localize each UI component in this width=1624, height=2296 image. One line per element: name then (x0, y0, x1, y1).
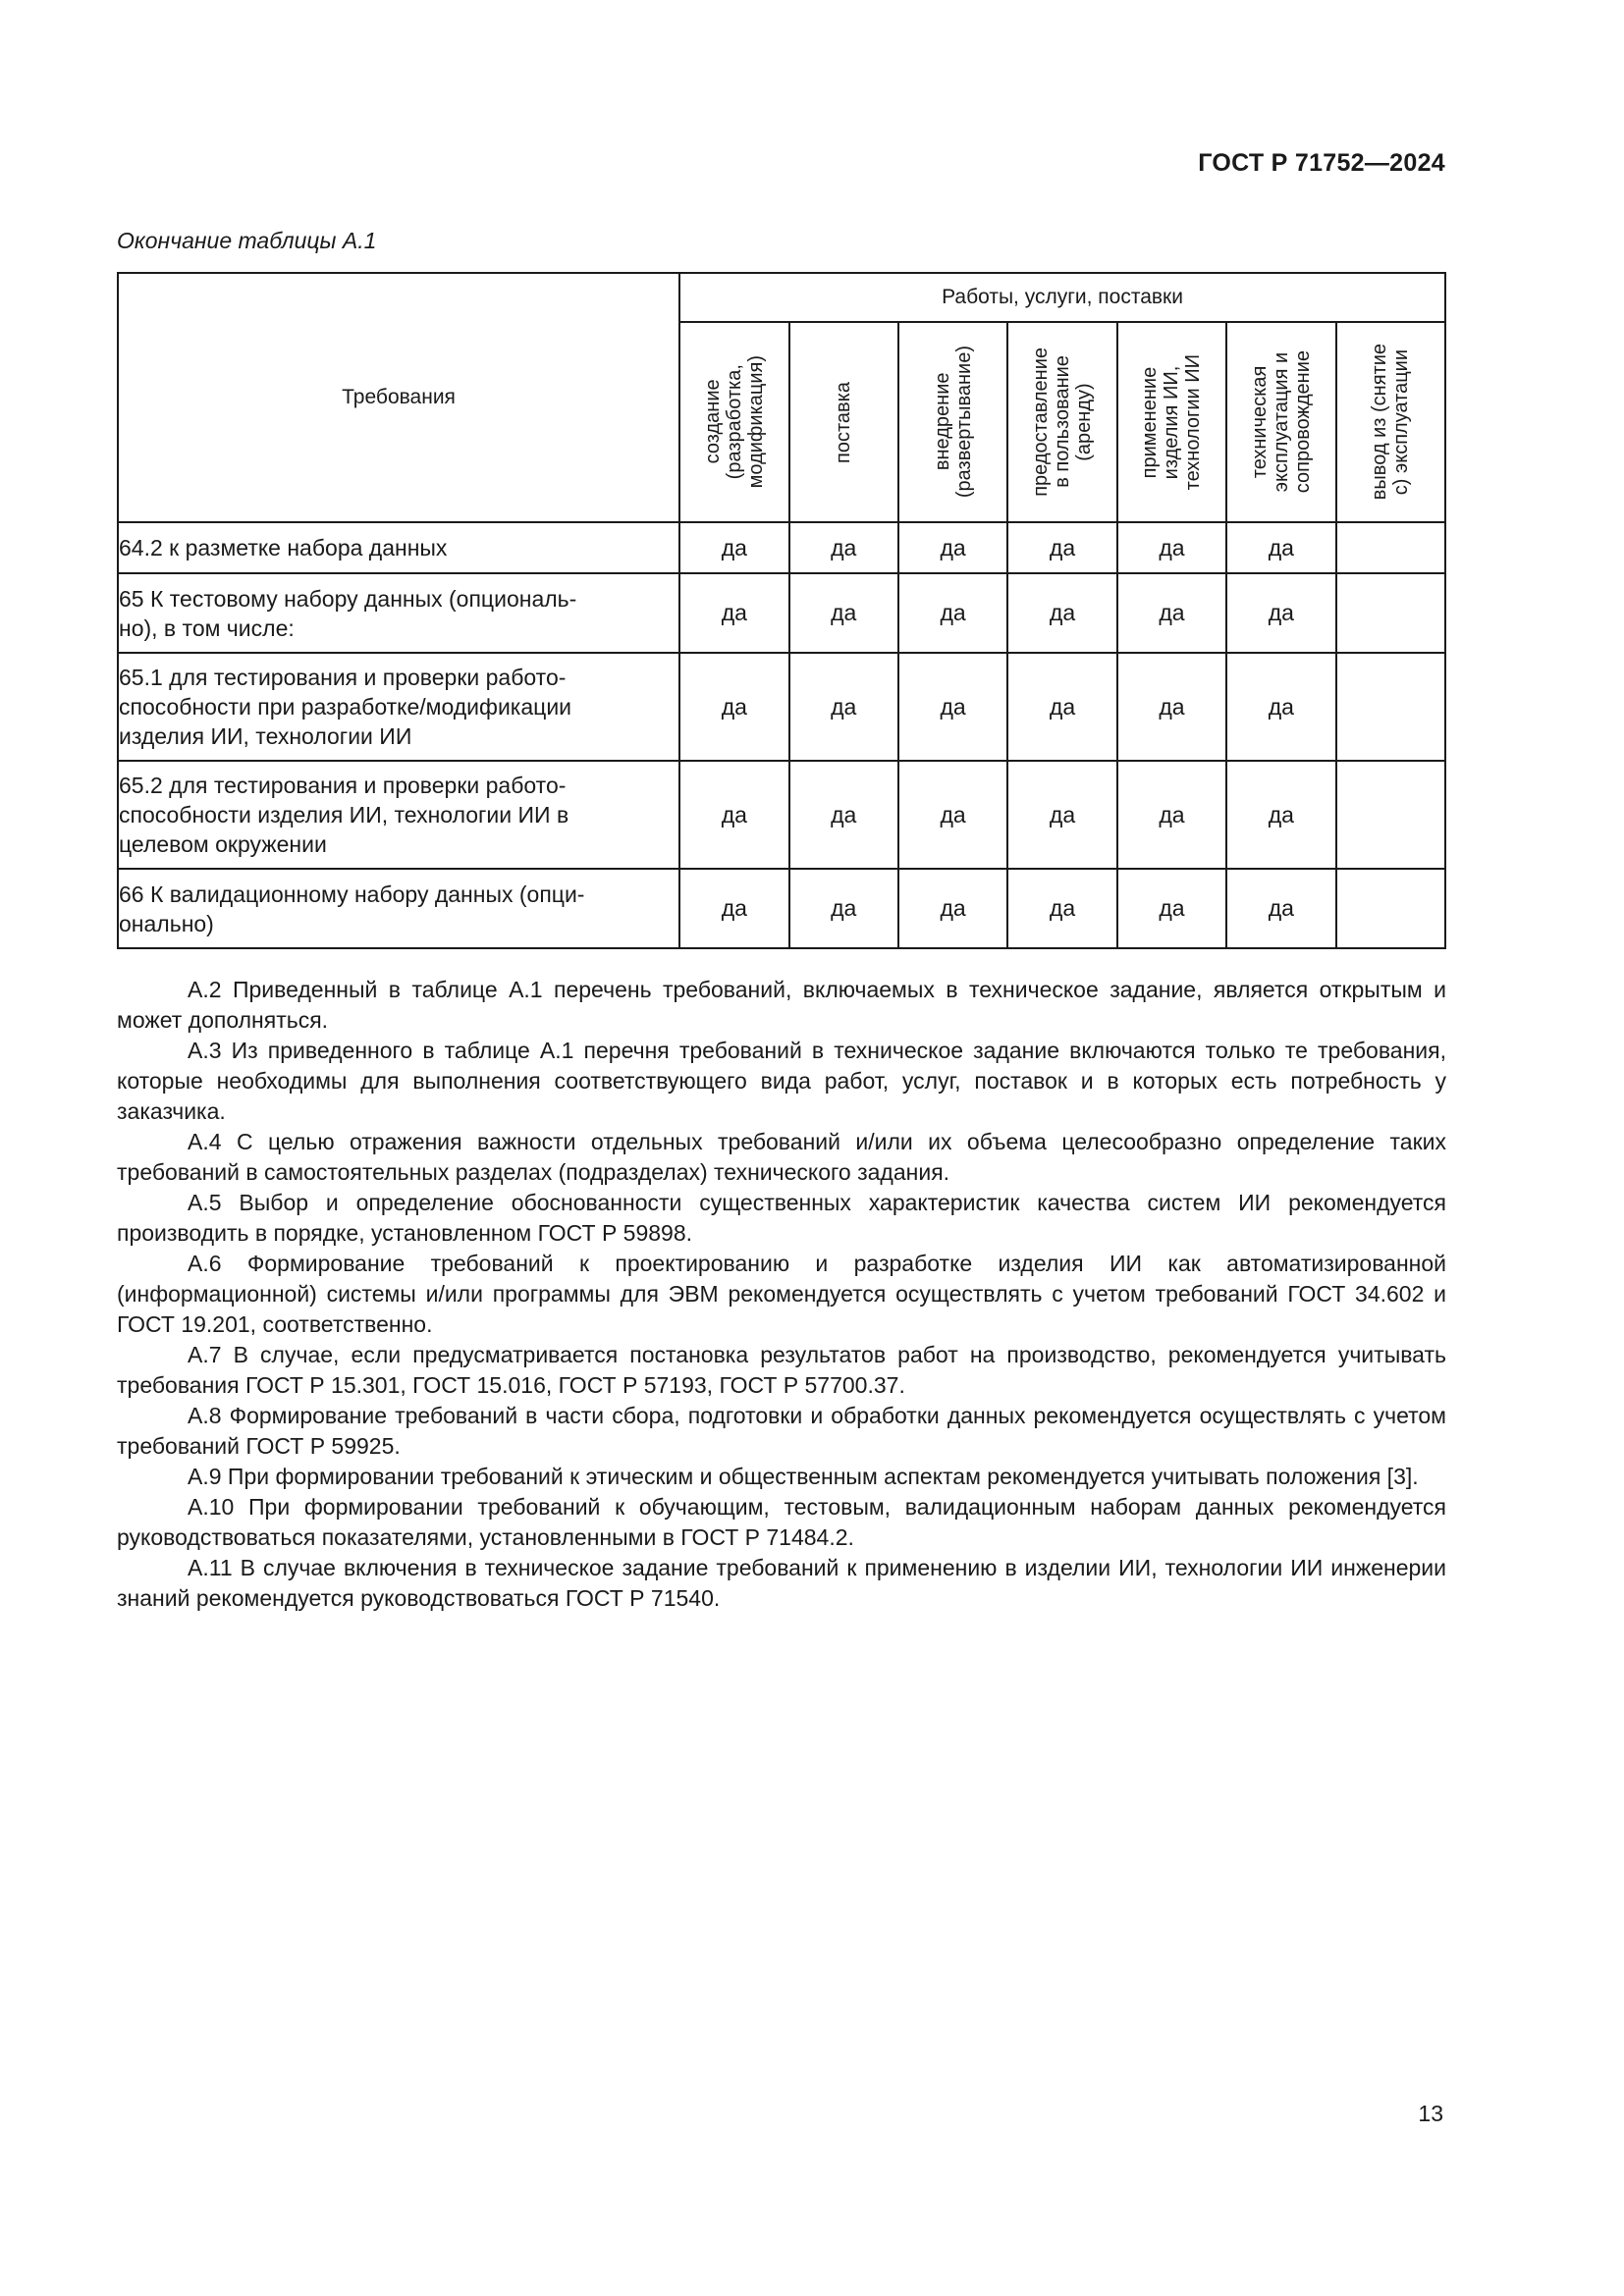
col-header-delivery: поставка (789, 322, 898, 522)
mark-cell: да (679, 522, 788, 573)
note-a10: А.10 При формировании требований к обучающим, тестовым, валидационным наборам данных рекомендуется руководствоваться показателями, установленными в ГОСТ Р 71484.2. (117, 1494, 1446, 1550)
note-a2: А.2 Приведенный в таблице А.1 перечень требований, включаемых в техническое задание, является открытым и может дополняться. (117, 977, 1446, 1033)
note-a4: А.4 С целью отражения важности отдельных требований и/или их объема целесообразно определение таких требований в самостоятельных разделах (подразделах) технического задания. (117, 1129, 1446, 1185)
table-row (118, 573, 1445, 653)
mark-cell (1336, 653, 1445, 761)
mark-cell (1336, 522, 1445, 573)
page-number: 13 (1418, 2101, 1443, 2126)
mark-cell: да (789, 653, 898, 761)
mark-cell: да (898, 869, 1007, 948)
col-header-maintenance: техническая эксплуатация и сопровождение (1226, 322, 1335, 522)
standard-designation: ГОСТ Р 71752—2024 (1198, 149, 1445, 177)
note-a3: А.3 Из приведенного в таблице А.1 перечня требований в техническое задание включаются только те требования, которые необходимы для выполнения соответствующего вида работ, услуг, поставок и в которых есть потребность у заказчика. (117, 1038, 1446, 1124)
mark-cell (1336, 869, 1445, 948)
table-row (118, 761, 1445, 869)
col-header-deployment: внедрение (развертывание) (898, 322, 1007, 522)
requirement-cell: 65.1 для тестирования и проверки работо- способности при разработке/модификации изделия ИИ, технологии ИИ (118, 653, 679, 761)
note-a11: А.11 В случае включения в техническое задание требований к применению в изделии ИИ, технологии ИИ инженерии знаний рекомендуется руководствоваться ГОСТ Р 71540. (117, 1555, 1446, 1611)
note-a5: А.5 Выбор и определение обоснованности существенных характеристик качества систем ИИ рекомендуется производить в порядке, установленном ГОСТ Р 59898. (117, 1190, 1446, 1246)
mark-cell: да (1007, 761, 1116, 869)
mark-cell: да (789, 869, 898, 948)
mark-cell: да (679, 573, 788, 653)
mark-cell: да (1117, 573, 1226, 653)
mark-cell: да (1226, 522, 1335, 573)
mark-cell: да (789, 522, 898, 573)
table-row (118, 522, 1445, 573)
mark-cell: да (1226, 653, 1335, 761)
table-row (118, 653, 1445, 761)
mark-cell: да (1226, 761, 1335, 869)
requirement-cell: 66 К валидационному набору данных (опци- онально) (118, 869, 679, 948)
mark-cell: да (679, 761, 788, 869)
col-header-lease: предоставление в пользование (аренду) (1007, 322, 1116, 522)
mark-cell: да (898, 761, 1007, 869)
mark-cell: да (898, 573, 1007, 653)
mark-cell: да (1007, 653, 1116, 761)
mark-cell: да (1007, 573, 1116, 653)
requirements-column-header: Требования (118, 273, 679, 522)
mark-cell (1336, 573, 1445, 653)
table-caption: Окончание таблицы А.1 (117, 228, 377, 253)
mark-cell: да (1117, 761, 1226, 869)
mark-cell: да (1117, 653, 1226, 761)
mark-cell (1336, 761, 1445, 869)
note-a7: А.7 В случае, если предусматривается постановка результатов работ на производство, рекомендуется учитывать требования ГОСТ Р 15.301, ГОСТ 15.016, ГОСТ Р 57193, ГОСТ Р 57700.37. (117, 1342, 1446, 1398)
requirement-cell: 65.2 для тестирования и проверки работо- способности изделия ИИ, технологии ИИ в целевом окружении (118, 761, 679, 869)
mark-cell: да (898, 522, 1007, 573)
requirement-cell: 64.2 к разметке набора данных (118, 522, 679, 573)
col-header-application: применение изделия ИИ, технологии ИИ (1117, 322, 1226, 522)
mark-cell: да (679, 653, 788, 761)
mark-cell: да (789, 573, 898, 653)
note-a8: А.8 Формирование требований в части сбора, подготовки и обработки данных рекомендуется осуществлять с учетом требований ГОСТ Р 59925. (117, 1403, 1446, 1459)
col-header-creation: создание (разработка, модификация) (679, 322, 788, 522)
mark-cell: да (898, 653, 1007, 761)
mark-cell: да (1226, 869, 1335, 948)
mark-cell: да (1117, 869, 1226, 948)
works-group-header: Работы, услуги, поставки (679, 273, 1445, 322)
mark-cell: да (789, 761, 898, 869)
mark-cell: да (1226, 573, 1335, 653)
requirements-table (117, 272, 1446, 949)
mark-cell: да (1007, 869, 1116, 948)
note-a6: А.6 Формирование требований к проектированию и разработке изделия ИИ как автоматизированной (информационной) системы и/или программы для ЭВМ рекомендуется осуществлять с учетом требований ГОСТ 34.602 и ГОСТ 19.201, соответственно. (117, 1251, 1446, 1337)
mark-cell: да (1007, 522, 1116, 573)
note-a9: А.9 При формировании требований к этическим и общественным аспектам рекомендуется учитывать положения [3]. (188, 1464, 1419, 1489)
table-row (118, 869, 1445, 948)
mark-cell: да (679, 869, 788, 948)
mark-cell: да (1117, 522, 1226, 573)
col-header-decommission: вывод из (снятие с) эксплуатации (1336, 322, 1445, 522)
notes-section (117, 975, 1446, 1614)
requirement-cell: 65 К тестовому набору данных (опциональ- но), в том числе: (118, 573, 679, 653)
